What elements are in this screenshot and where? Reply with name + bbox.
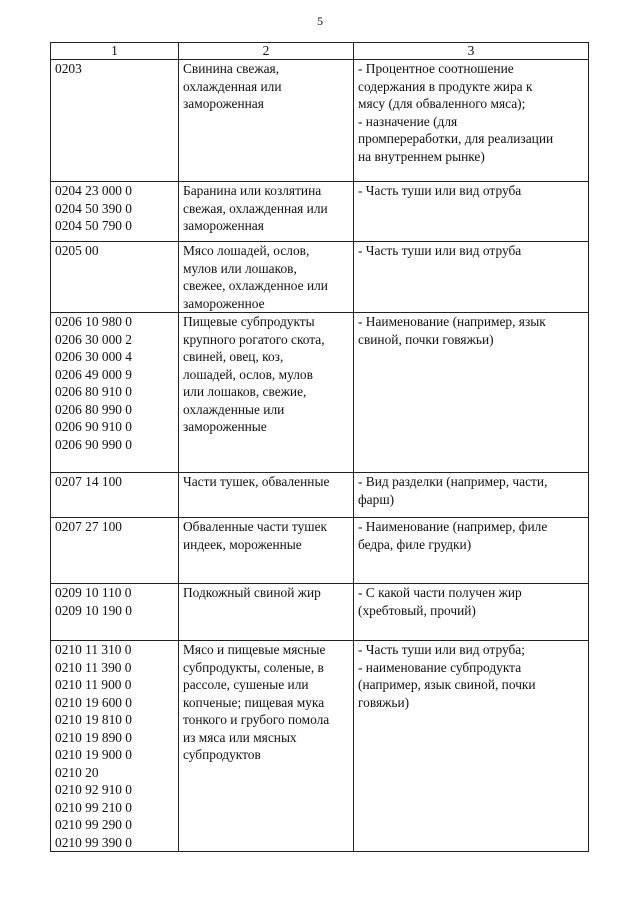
- code-cell: [51, 182, 179, 242]
- description-cell: [179, 313, 354, 473]
- tnved-code: 0210 99 390 0: [55, 834, 132, 850]
- description-line: Мясо лошадей, ослов,: [183, 243, 310, 258]
- table-row: [51, 641, 589, 852]
- description-cell: [179, 60, 354, 182]
- tnved-code: 0210 11 900 0: [55, 677, 132, 692]
- description-line: Баранина или козлятина: [183, 183, 322, 198]
- description-cell: [179, 518, 354, 584]
- attribute-line: - назначение (для: [358, 113, 458, 129]
- attribute-line: - наименование субпродукта: [358, 659, 522, 675]
- attributes-cell: [354, 584, 589, 641]
- description-cell: [179, 584, 354, 641]
- description-line: тонкого и грубого помола: [183, 712, 330, 727]
- page-number: 5: [317, 14, 323, 28]
- tnved-code: 0206 30 000 4: [55, 349, 132, 364]
- description-line: Подкожный свиной жир: [183, 585, 321, 600]
- tnved-code: 0210 19 810 0: [55, 712, 132, 727]
- attribute-line: свиной, почки говяжьи): [358, 331, 494, 347]
- description-line: замороженная: [183, 96, 264, 111]
- code-cell: [51, 584, 179, 641]
- code-cell: [51, 313, 179, 473]
- description-cell: [179, 641, 354, 852]
- description-line: охлажденные или: [183, 401, 285, 417]
- description-line: свиней, овец, коз,: [183, 349, 284, 364]
- attribute-line: бедра, филе грудки): [358, 536, 472, 552]
- column-header-1: 1: [51, 43, 179, 60]
- description-cell: [179, 473, 354, 518]
- table-row: [51, 473, 589, 518]
- tnved-code: 0206 49 000 9: [55, 366, 132, 382]
- description-line: свежая, охлажденная или: [183, 200, 328, 216]
- tnved-code: 0206 80 910 0: [55, 384, 132, 399]
- code-cell: [51, 518, 179, 584]
- attributes-cell: [354, 473, 589, 518]
- description-line: Пищевые субпродукты: [183, 314, 315, 329]
- description-line: замороженные: [183, 419, 267, 434]
- description-line: Обваленные части тушек: [183, 519, 328, 534]
- attribute-line: - С какой части получен жир: [358, 585, 522, 600]
- attributes-cell: [354, 60, 589, 182]
- code-cell: [51, 641, 179, 852]
- description-cell: [179, 182, 354, 242]
- table-row: [51, 313, 589, 473]
- table-row: [51, 242, 589, 313]
- description-line: или лошаков, свежие,: [183, 384, 307, 399]
- attribute-line: фарш): [358, 491, 395, 507]
- attributes-cell: [354, 641, 589, 852]
- tnved-code: 0206 80 990 0: [55, 401, 132, 417]
- attributes-cell: [354, 242, 589, 313]
- tnved-code: 0206 90 990 0: [55, 436, 132, 452]
- tnved-code: 0209 10 110 0: [55, 585, 132, 600]
- tnved-code: 0205 00: [55, 243, 99, 258]
- column-header-3: 3: [354, 43, 589, 60]
- attribute-line: содержания в продукте жира к: [358, 78, 533, 94]
- table-row: [51, 182, 589, 242]
- description-line: субпродукты, соленые, в: [183, 659, 324, 675]
- attribute-line: (например, язык свиной, почки: [358, 677, 536, 692]
- table-row: [51, 518, 589, 584]
- table-row: [51, 584, 589, 641]
- tnved-code: 0206 10 980 0: [55, 314, 132, 329]
- attributes-cell: [354, 313, 589, 473]
- column-header-2: 2: [179, 43, 354, 60]
- description-line: Мясо и пищевые мясные: [183, 642, 326, 657]
- description-line: лошадей, ослов, мулов: [183, 366, 313, 382]
- description-line: субпродуктов: [183, 747, 261, 762]
- attribute-line: - Вид разделки (например, части,: [358, 474, 548, 489]
- description-line: рассоле, сушеные или: [183, 677, 309, 692]
- tnved-code: 0203: [55, 61, 82, 76]
- description-cell: [179, 242, 354, 313]
- attribute-line: - Наименование (например, филе: [358, 519, 548, 534]
- attribute-line: мясу (для обваленного мяса);: [358, 96, 526, 111]
- tnved-code: 0206 30 000 2: [55, 331, 132, 347]
- tnved-code: 0210 99 210 0: [55, 799, 132, 815]
- tnved-code: 0210 19 900 0: [55, 747, 132, 762]
- tnved-code: 0210 19 600 0: [55, 694, 132, 710]
- description-line: Свинина свежая,: [183, 61, 280, 76]
- attribute-line: на внутреннем рынке): [358, 148, 485, 164]
- description-line: замороженная: [183, 218, 264, 233]
- attribute-line: говяжьи): [358, 694, 410, 710]
- description-line: Части тушек, обваленные: [183, 474, 330, 489]
- attribute-line: - Наименование (например, язык: [358, 314, 546, 329]
- tnved-code: 0210 20: [55, 764, 99, 780]
- attribute-line: - Часть туши или вид отруба: [358, 243, 522, 258]
- tnved-code: 0210 92 910 0: [55, 782, 132, 797]
- description-line: индеек, мороженные: [183, 536, 302, 552]
- attribute-line: промпереработки, для реализации: [358, 131, 554, 146]
- tnved-code: 0209 10 190 0: [55, 602, 132, 618]
- attributes-cell: [354, 182, 589, 242]
- header-row: [51, 43, 589, 60]
- tnved-code: 0206 90 910 0: [55, 419, 132, 434]
- description-line: замороженное: [183, 295, 265, 311]
- tnved-code: 0204 50 390 0: [55, 200, 132, 216]
- goods-attributes-table: [50, 42, 589, 852]
- code-cell: [51, 473, 179, 518]
- tnved-code: 0210 11 390 0: [55, 659, 132, 675]
- description-line: мулов или лошаков,: [183, 260, 297, 276]
- tnved-code: 0207 27 100: [55, 519, 122, 534]
- code-cell: [51, 60, 179, 182]
- attribute-line: - Часть туши или вид отруба;: [358, 642, 525, 657]
- code-cell: [51, 242, 179, 313]
- description-line: копченые; пищевая мука: [183, 694, 325, 710]
- tnved-code: 0210 11 310 0: [55, 642, 132, 657]
- attributes-cell: [354, 518, 589, 584]
- description-line: свежее, охлажденное или: [183, 278, 328, 293]
- tnved-code: 0204 50 790 0: [55, 218, 132, 233]
- tnved-code: 0207 14 100: [55, 474, 122, 489]
- table-row: [51, 60, 589, 182]
- attribute-line: (хребтовый, прочий): [358, 602, 476, 618]
- attribute-line: - Часть туши или вид отруба: [358, 183, 522, 198]
- attribute-line: - Процентное соотношение: [358, 61, 514, 76]
- tnved-code: 0210 99 290 0: [55, 817, 132, 832]
- description-line: крупного рогатого скота,: [183, 331, 325, 347]
- description-line: из мяса или мясных: [183, 729, 297, 745]
- tnved-code: 0210 19 890 0: [55, 729, 132, 745]
- description-line: охлажденная или: [183, 78, 282, 94]
- tnved-code: 0204 23 000 0: [55, 183, 132, 198]
